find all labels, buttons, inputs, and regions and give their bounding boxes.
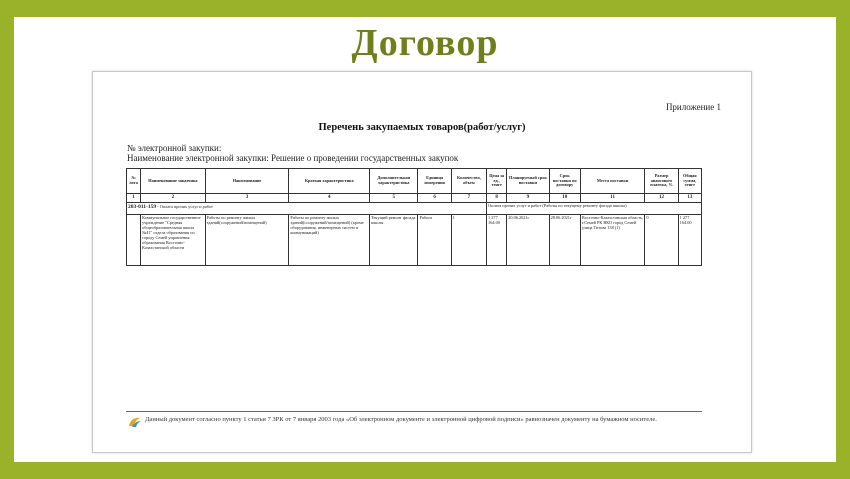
- cell-planned: 20.06.2021г: [507, 215, 549, 266]
- document-scan: [92, 71, 752, 453]
- ecp-logo-icon: [128, 416, 142, 428]
- document-title: Перечень закупаемых товаров(работ/услуг): [318, 122, 526, 133]
- column-number: 7: [451, 194, 486, 203]
- cell-customer: Коммунальное государственное учреждение "Средняя общеобразовательная школа №41" отдела образования по городу Семей управления образования Восточно-Казахстанской области: [141, 215, 206, 266]
- lot-code: 203-011-159: [128, 204, 157, 210]
- cell-place: Восточно-Казахстанская область, г.Семей РК ВКО город Семей улица Титова 138 (1): [580, 215, 645, 266]
- column-header: Наименование заказчика: [141, 169, 206, 194]
- column-number: 6: [418, 194, 451, 203]
- lot-description-right: Оплата прочих услуг и работ (Работы по текущему ремонту фасада школы): [487, 203, 702, 215]
- cell-contract: 28.06.2021г: [549, 215, 580, 266]
- column-number: 9: [507, 194, 549, 203]
- column-number-row: [127, 194, 702, 203]
- procurement-number: № электронной закупки:: [127, 143, 222, 153]
- column-number: 1: [127, 194, 141, 203]
- column-number: 4: [289, 194, 370, 203]
- column-header: Планируемый срок поставки: [507, 169, 549, 194]
- procurement-name: Наименование электронной закупки: Решение о проведении государственных закупок: [127, 153, 459, 163]
- column-number: 5: [370, 194, 418, 203]
- cell-advance: 0: [645, 215, 678, 266]
- column-number: 13: [678, 194, 701, 203]
- column-header: Дополнительная характеристика: [370, 169, 418, 194]
- footer-divider: [126, 411, 702, 412]
- appendix-label: Приложение 1: [665, 102, 721, 112]
- column-header: Цена за ед., тенге: [487, 169, 507, 194]
- lot-cell: [127, 203, 487, 215]
- column-number: 12: [645, 194, 678, 203]
- goods-table: [126, 168, 702, 266]
- column-number: 2: [141, 194, 206, 203]
- column-header: Размер авансового платежа, %: [645, 169, 678, 194]
- column-header: Наименование: [205, 169, 289, 194]
- column-header: Количество, объем: [451, 169, 486, 194]
- slide: [14, 17, 836, 462]
- table-row: [127, 215, 702, 266]
- cell-extra: Текущий ремонт фасада школы: [370, 215, 418, 266]
- column-number: 11: [580, 194, 645, 203]
- cell-lot-no: [127, 215, 141, 266]
- column-header: Краткая характеристика: [289, 169, 370, 194]
- column-header: Единица измерения: [418, 169, 451, 194]
- column-number: 3: [205, 194, 289, 203]
- slide-title: Договор: [351, 22, 499, 64]
- column-header: Срок поставки по договору: [549, 169, 580, 194]
- column-header: Места поставки: [580, 169, 645, 194]
- cell-short: Работы по ремонту жилых зданий(сооружений/помещений) (кроме оборудования, инженерных систем и коммуникаций): [289, 215, 370, 266]
- cell-qty: 1: [451, 215, 486, 266]
- column-number: 10: [549, 194, 580, 203]
- column-header: Общая сумма, тенге: [678, 169, 701, 194]
- cell-price: 1 277 164.00: [487, 215, 507, 266]
- column-header: № лота: [127, 169, 141, 194]
- table-header-row: [127, 169, 702, 194]
- cell-name: Работы по ремонту жилых зданий(сооружений/помещений): [205, 215, 289, 266]
- cell-total: 1 277 164.00: [678, 215, 701, 266]
- legal-footer: Данный документ согласно пункту 1 статьи 7 ЗРК от 7 января 2003 года «Об электронном документе и электронной цифровой подписи» равнозначен документу на бумажном носителе.: [145, 416, 657, 423]
- column-number: 8: [487, 194, 507, 203]
- lot-row: [127, 203, 702, 215]
- cell-unit: Работа: [418, 215, 451, 266]
- lot-description: - Оплата прочих услуг и работ: [156, 204, 213, 209]
